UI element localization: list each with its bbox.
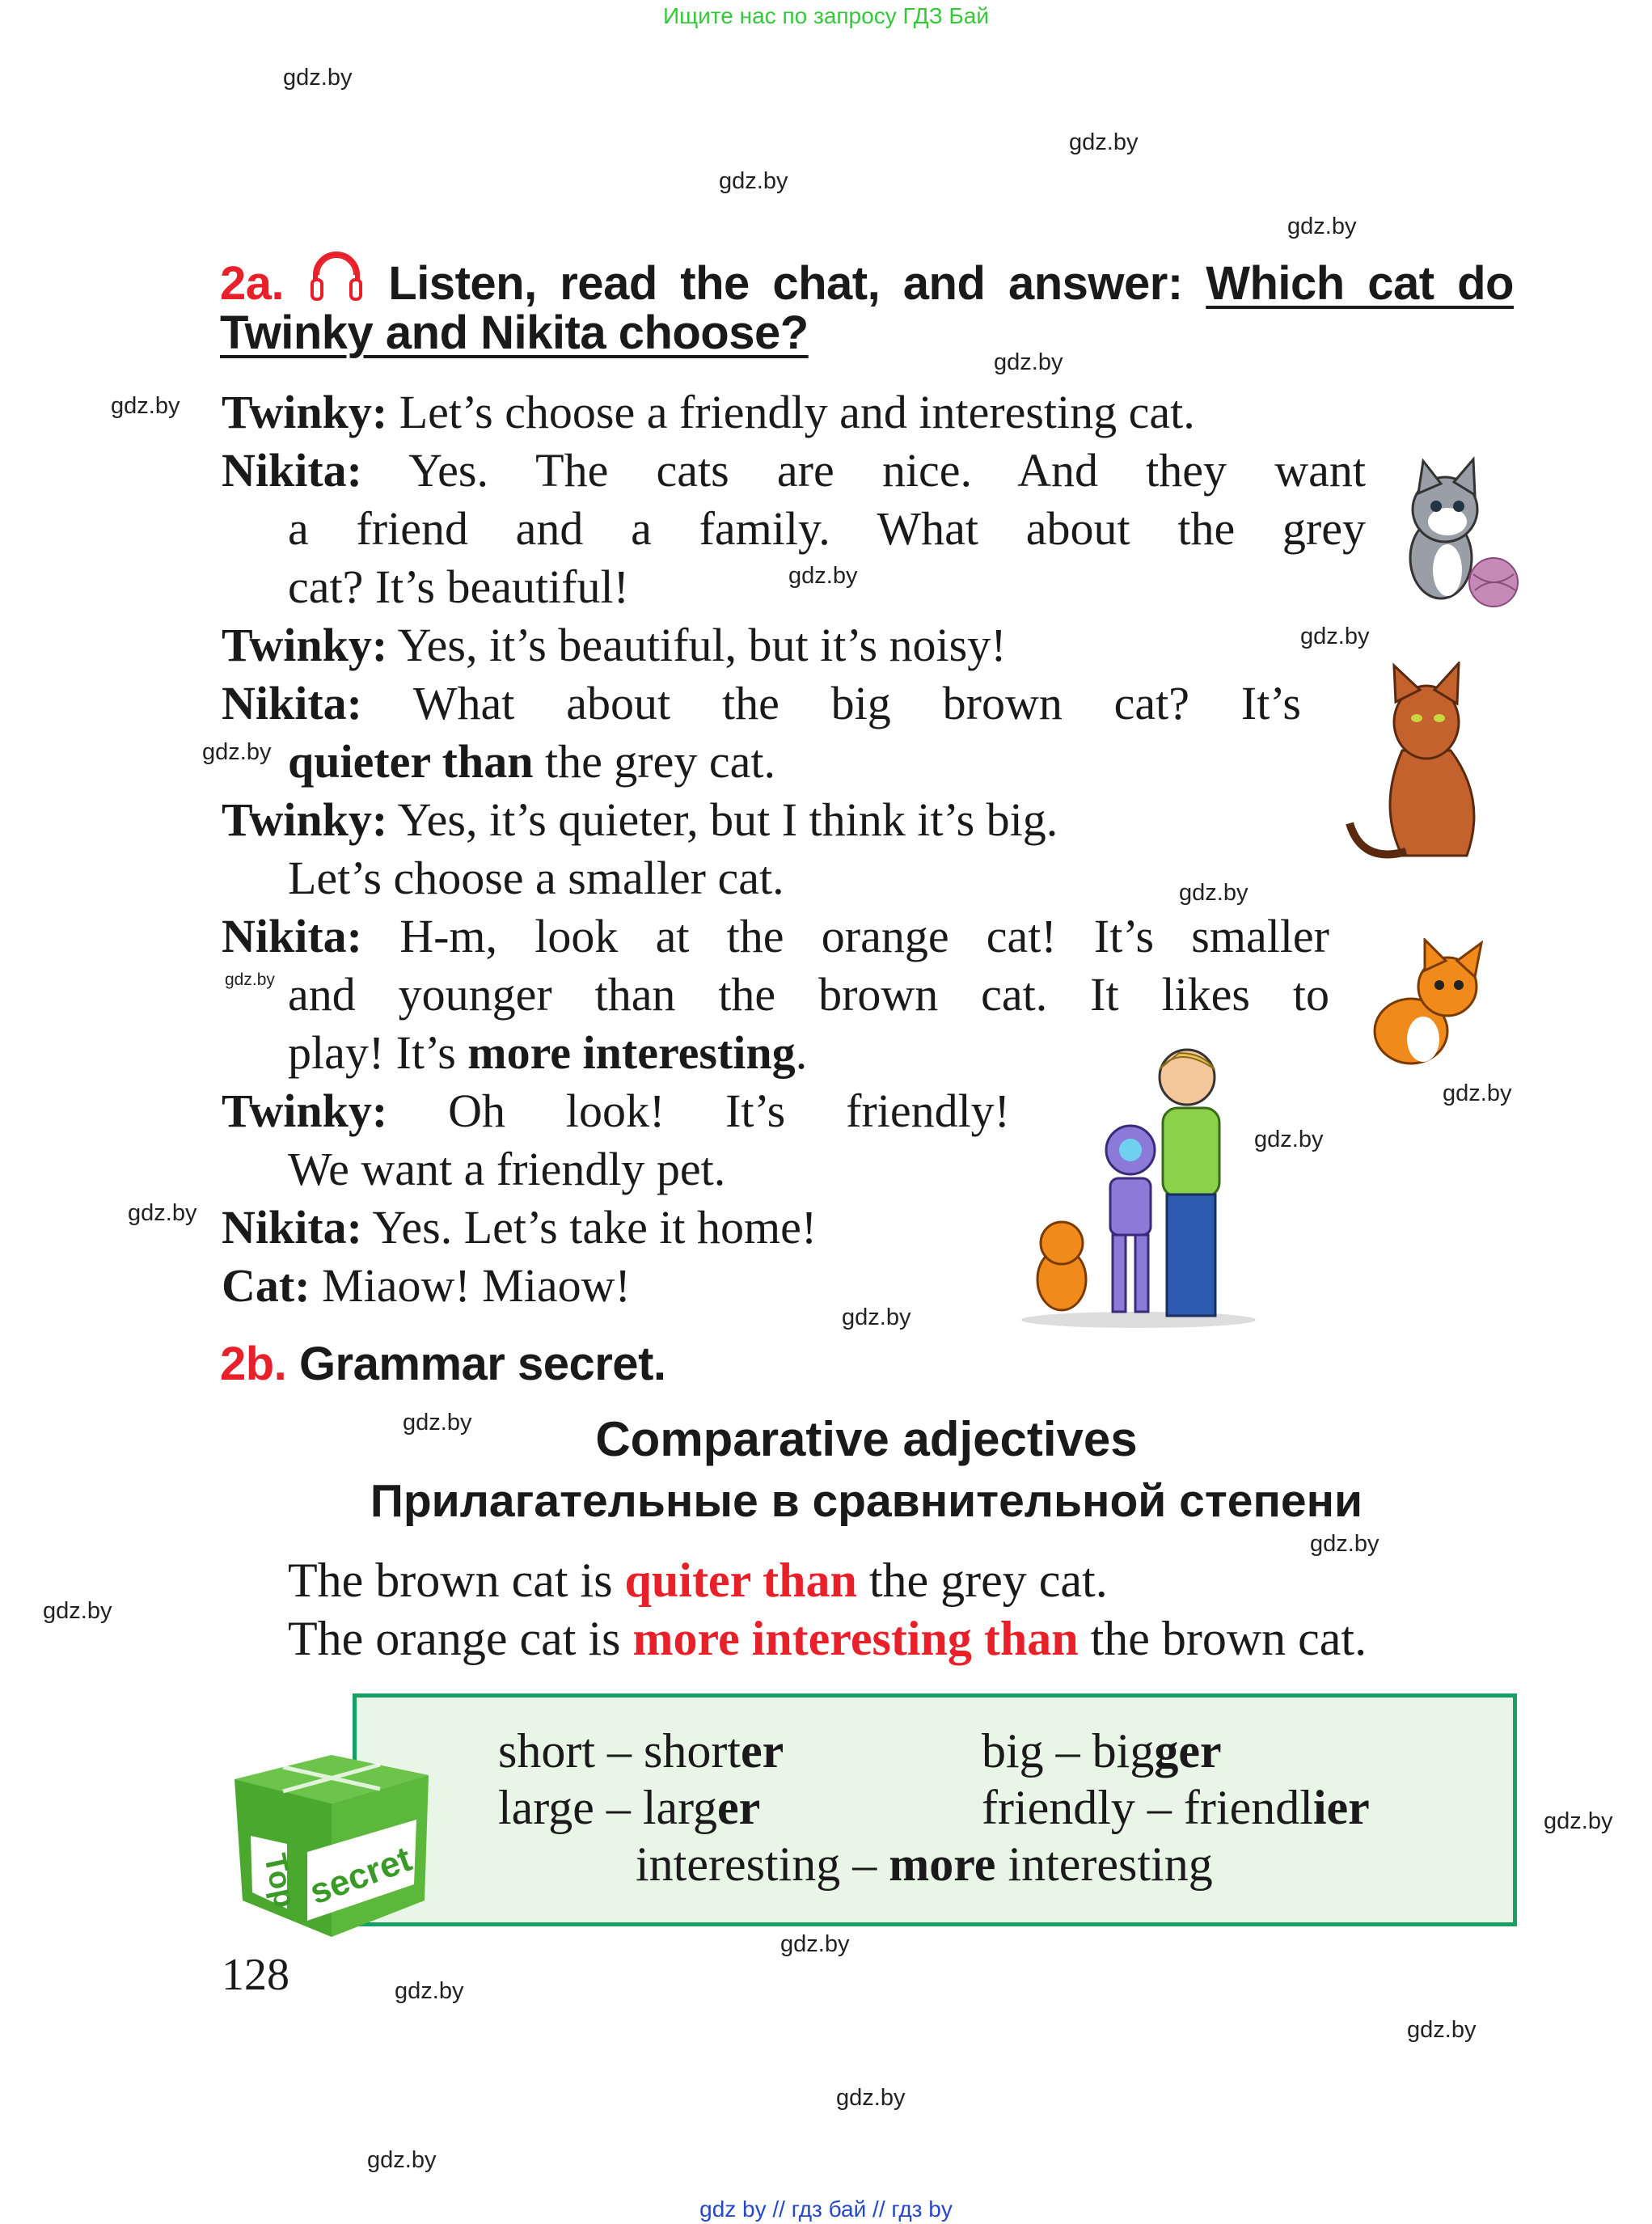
task-2a-heading-line2 — [220, 306, 809, 360]
pair-interesting — [636, 1837, 1213, 1892]
chat-text: Let’s choose a smaller cat. — [288, 852, 784, 904]
pair-friendly — [982, 1780, 1370, 1836]
pair-rest: interesting — [995, 1837, 1213, 1891]
chat-line — [288, 558, 1366, 616]
speaker-or-emphasis: Twinky: — [222, 619, 388, 671]
watermark: gdz.by — [1544, 1808, 1613, 1834]
watermark: gdz.by — [367, 2147, 437, 2173]
footer-links[interactable]: gdz by // гдз бай // гдз by — [699, 2197, 953, 2222]
example-sentence-2 — [288, 1611, 1367, 1667]
task-question: Which cat do — [1206, 257, 1514, 310]
pair-base: big – big — [982, 1724, 1155, 1778]
pair-base: interesting – — [636, 1837, 889, 1891]
chat-text: Miaow! Miaow! — [310, 1259, 631, 1312]
chat-line — [222, 616, 1366, 674]
chat-text: a friend and a family. What about the grey — [288, 502, 1366, 555]
example-text: the brown cat. — [1078, 1612, 1367, 1665]
speaker-or-emphasis: quieter than — [288, 735, 534, 788]
speaker-or-emphasis: Twinky: — [222, 793, 388, 846]
watermark: gdz.by — [395, 1978, 464, 2004]
watermark: gdz.by — [719, 168, 788, 194]
pair-suffix: er — [717, 1781, 761, 1834]
chat-text: the grey cat. — [533, 735, 775, 788]
watermark: gdz.by — [1254, 1127, 1324, 1152]
chat-line — [288, 500, 1366, 558]
chat-line — [222, 791, 1366, 849]
example-text: The brown cat is — [288, 1554, 625, 1607]
chat-line — [288, 849, 1366, 907]
chat-text: cat? It’s beautiful! — [288, 560, 629, 613]
chat-text: Yes, it’s beautiful, but it’s noisy! — [387, 619, 1007, 671]
badge-secret-text: secret — [304, 1839, 417, 1913]
watermark: gdz.by — [1069, 129, 1139, 155]
speaker-or-emphasis: more interesting — [467, 1026, 796, 1079]
grammar-secret-box — [353, 1693, 1517, 1926]
watermark: gdz.by — [128, 1200, 197, 1226]
chat-text: Yes. Let’s take it home! — [362, 1201, 818, 1254]
chat-text: Yes, it’s quieter, but I think it’s big. — [387, 793, 1058, 846]
watermark: gdz.by — [225, 970, 275, 989]
pair-big — [982, 1723, 1222, 1779]
watermark: gdz.by — [1407, 2017, 1477, 2043]
watermark: gdz.by — [994, 349, 1063, 375]
chat-line — [222, 442, 1366, 500]
pair-base: short – short — [498, 1724, 741, 1778]
chat-line — [288, 733, 1366, 791]
watermark: gdz.by — [1443, 1080, 1512, 1106]
watermark: gdz.by — [403, 1410, 472, 1435]
badge-top-text: Top — [257, 1850, 302, 1911]
speaker-or-emphasis: Nikita: — [222, 910, 362, 962]
pair-base: large – larg — [498, 1781, 718, 1834]
chat-line — [222, 674, 1301, 733]
speaker-or-emphasis: Nikita: — [222, 444, 362, 497]
grammar-title-ru: Прилагательные в сравнительной степени — [370, 1475, 1363, 1527]
brown-cat-illustration — [1346, 662, 1499, 864]
watermark: gdz.by — [1287, 214, 1357, 239]
pair-more: more — [889, 1837, 996, 1891]
top-secret-gift-icon — [226, 1739, 437, 1941]
watermark: gdz.by — [111, 393, 180, 419]
speaker-or-emphasis: Nikita: — [222, 1201, 362, 1254]
orange-cat-illustration — [1358, 938, 1492, 1076]
speaker-or-emphasis: Twinky: — [222, 1085, 388, 1137]
chat-text: and younger than the brown cat. It likes to — [288, 968, 1329, 1021]
task-title: Grammar secret. — [298, 1338, 666, 1390]
task-question-cont: Twinky and Nikita choose? — [220, 307, 809, 359]
example-highlight: quiter than — [624, 1554, 857, 1607]
pair-base: friendly – friendl — [982, 1781, 1313, 1834]
watermark: gdz.by — [1179, 880, 1249, 906]
watermark: gdz.by — [283, 65, 353, 91]
pair-suffix: ger — [1154, 1724, 1222, 1778]
page-number: 128 — [222, 1950, 289, 2000]
pair-short — [498, 1723, 784, 1779]
chat-text: We want a friendly pet. — [288, 1143, 726, 1195]
watermark: gdz.by — [1310, 1531, 1379, 1557]
example-text: the grey cat. — [856, 1554, 1108, 1607]
speaker-or-emphasis: Cat: — [222, 1259, 311, 1312]
pair-large — [498, 1780, 760, 1836]
chat-text: H-m, look at the orange cat! It’s smaller — [362, 910, 1329, 962]
chat-text: Yes. The cats are nice. And they want — [362, 444, 1366, 497]
chat-text: . — [795, 1026, 808, 1079]
chat-line — [222, 1082, 1010, 1140]
example-highlight: more interesting than — [632, 1612, 1079, 1665]
watermark: gdz.by — [842, 1304, 911, 1330]
speaker-or-emphasis: Twinky: — [222, 386, 388, 438]
chat-line — [288, 966, 1329, 1024]
chat-text: play! It’s — [288, 1026, 468, 1079]
pair-suffix: ier — [1312, 1781, 1370, 1834]
pair-suffix: er — [741, 1724, 784, 1778]
chat-line — [222, 907, 1329, 966]
chat-text: Oh look! It’s friendly! — [387, 1085, 1010, 1137]
boy-robot-cat-illustration — [1017, 1045, 1264, 1332]
task-2a-heading — [220, 249, 1514, 311]
chat-line — [222, 383, 1366, 442]
example-sentence-1 — [288, 1553, 1108, 1609]
task-number: 2b. — [220, 1338, 287, 1390]
task-number: 2a. — [220, 257, 285, 310]
headphones-icon — [307, 249, 365, 298]
watermark: gdz.by — [1300, 624, 1370, 649]
watermark: gdz.by — [43, 1598, 112, 1624]
grey-cat-illustration — [1384, 453, 1522, 619]
watermark: gdz.by — [788, 563, 858, 589]
grammar-title-en: Comparative adjectives — [595, 1412, 1138, 1466]
speaker-or-emphasis: Nikita: — [222, 677, 362, 729]
watermark: gdz.by — [836, 2085, 906, 2111]
task-instruction: Listen, read the chat, and answer: — [388, 257, 1206, 310]
search-hint: Ищите нас по запросу ГДЗ Бай — [662, 3, 990, 28]
chat-text: Let’s choose a friendly and interesting cat. — [387, 386, 1195, 438]
task-2b-heading — [220, 1337, 666, 1391]
chat-text: What about the big brown cat? It’s — [362, 677, 1301, 729]
watermark: gdz.by — [780, 1931, 850, 1957]
watermark: gdz.by — [202, 739, 272, 765]
example-text: The orange cat is — [288, 1612, 633, 1665]
